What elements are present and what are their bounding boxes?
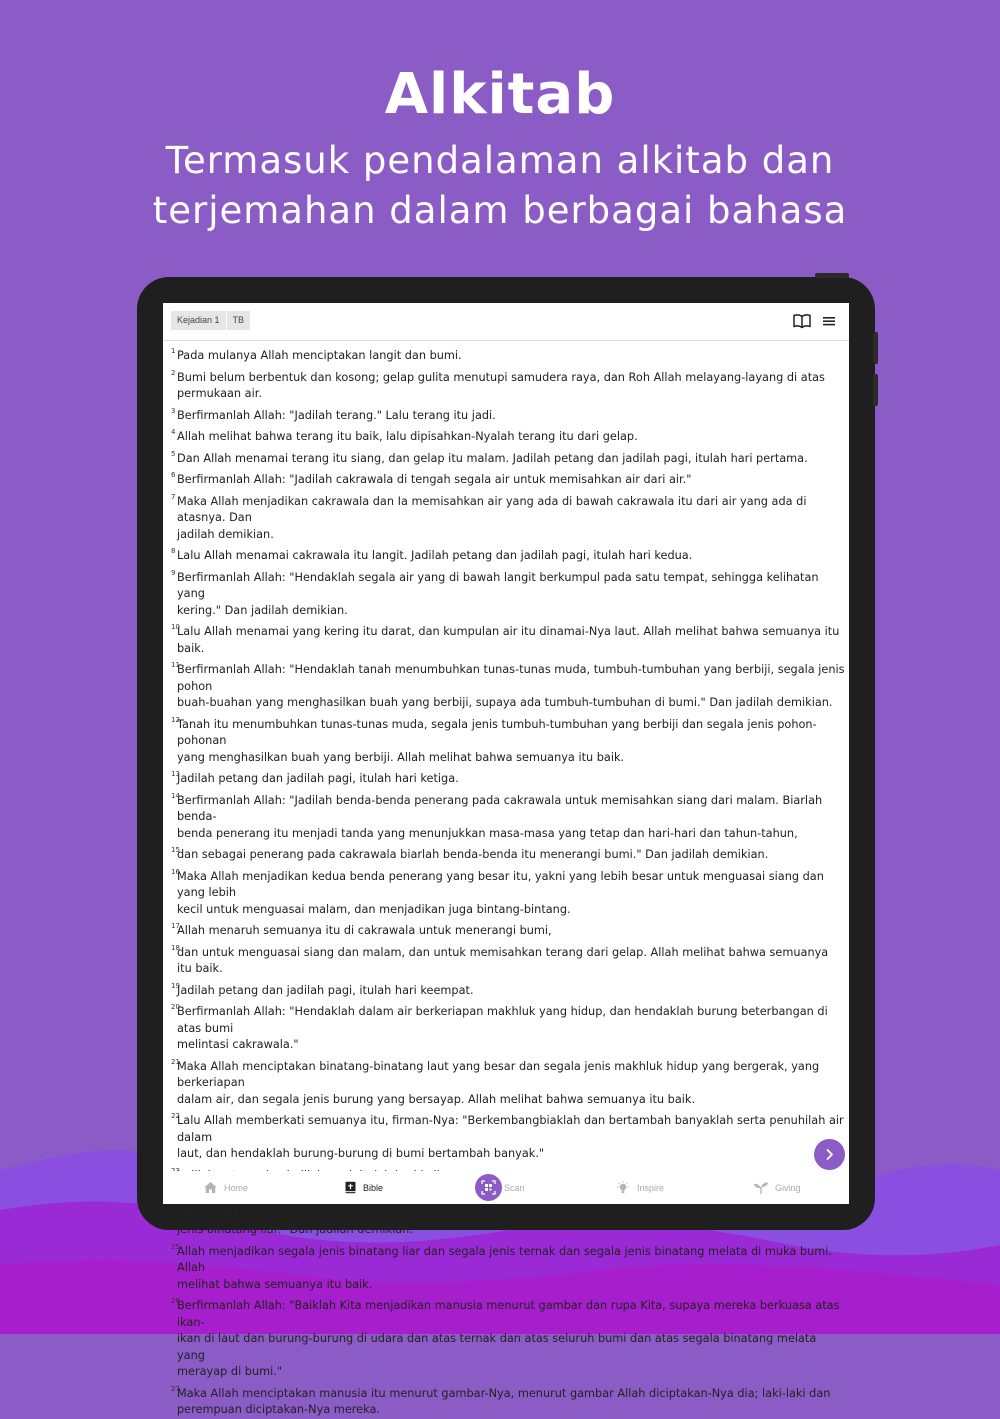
verse-number: 19 <box>171 981 180 990</box>
nav-scan-label: Scan <box>504 1182 525 1193</box>
book-open-icon[interactable] <box>793 313 811 329</box>
verse-number: 10 <box>171 623 180 631</box>
verse-text: Jadilah petang dan jadilah pagi, itulah hari keempat. <box>177 983 474 997</box>
verse-text: Jadilah petang dan jadilah pagi, itulah hari ketiga. <box>177 772 459 785</box>
verse-item[interactable] <box>163 918 849 940</box>
verse-text: Berfirmanlah Allah: "Hendaklah segala air yang di bawah langit berkumpul pada satu tempat, sehingga kelihatan yang kering." Dan jadilah demikian. <box>177 570 819 617</box>
verse-item[interactable] <box>163 712 849 767</box>
verse-number: 21 <box>171 1057 180 1066</box>
verse-number: 1 <box>171 347 176 355</box>
subheadline-line-2: terjemahan dalam berbagai bahasa <box>152 189 848 232</box>
verse-number: 5 <box>171 449 176 458</box>
page-subheadline <box>0 136 1000 236</box>
verse-text: Berfirmanlah Allah: "Hendaklah tanah menumbuhkan tunas-tunas muda, tumbuh-tumbuhan yang berbiji, segala jenis pohon buah-buahan yang menghasilkan buah yang berbiji, supaya ada tumbuh-tumbuhan di bumi." Dan jadilah demikian. <box>177 663 845 709</box>
verse-item[interactable] <box>163 788 849 843</box>
verse-number: 9 <box>171 568 176 577</box>
nav-home[interactable] <box>203 1171 248 1204</box>
verse-item[interactable] <box>163 424 849 446</box>
verse-text: Maka Allah menjadikan cakrawala dan Ia memisahkan air yang ada di bawah cakrawala itu dari air yang ada di atasnya. Dan jadilah demikian. <box>177 494 807 541</box>
tablet-top-button <box>815 273 849 278</box>
verse-text: dan sebagai penerang pada cakrawala biarlah benda-benda itu menerangi bumi." Dan jadilah demikian. <box>177 848 769 861</box>
tablet-side-button <box>873 374 878 406</box>
verse-number: 17 <box>171 922 180 930</box>
verse-number: 7 <box>171 492 176 501</box>
verse-text: Maka Allah menjadikan kedua benda penerang yang besar itu, yakni yang lebih besar untuk menguasai siang dan yang lebih kecil untuk menguasai malam, dan menjadikan juga bintang-bintang. <box>177 869 824 916</box>
scan-button <box>475 1174 502 1201</box>
qr-scan-icon <box>481 1180 496 1195</box>
verse-text: Lalu Allah menamai yang kering itu darat, dan kumpulan air itu dinamai-Nya laut. Allah melihat bahwa semuanya itu baik. <box>177 625 840 655</box>
verse-item[interactable] <box>163 1381 849 1419</box>
verse-item[interactable] <box>163 365 849 403</box>
verse-text: Bumi belum berbentuk dan kosong; gelap gulita menutupi samudera raya, dan Roh Allah melayang-layang di atas permukaan air. <box>177 370 825 400</box>
verse-item[interactable] <box>163 999 849 1054</box>
verse-item[interactable] <box>163 446 849 468</box>
verse-item[interactable] <box>163 341 849 365</box>
verse-number: 8 <box>171 547 176 555</box>
verse-item[interactable] <box>163 864 849 919</box>
verse-number: 14 <box>171 791 180 800</box>
verse-number: 2 <box>171 368 176 377</box>
verse-text: Berfirmanlah Allah: "Jadilah cakrawala di tengah segala air untuk memisahkan air dari air." <box>177 473 692 486</box>
nav-bible-label: Bible <box>363 1182 384 1193</box>
verse-text: Berfirmanlah Allah: "Jadilah benda-benda penerang pada cakrawala untuk memisahkan siang dari malam. Biarlah benda- benda penerang itu menjadi tanda yang menunjukkan masa-masa yang tetap dan hari-hari dan tahun-tahun, <box>177 793 823 840</box>
verse-text: Pada mulanya Allah menciptakan langit dan bumi. <box>177 349 462 362</box>
verse-item[interactable] <box>163 766 849 788</box>
verse-number: 13 <box>171 770 180 778</box>
reader-toolbar <box>163 303 849 341</box>
verse-item[interactable] <box>163 842 849 864</box>
verse-item[interactable] <box>163 1293 849 1381</box>
verse-number: 4 <box>171 428 176 436</box>
verse-text: Allah menaruh semuanya itu di cakrawala untuk menerangi bumi, <box>177 924 552 937</box>
verse-number: 12 <box>171 715 180 724</box>
verse-number: 26 <box>171 1297 180 1305</box>
verse-text: Lalu Allah memberkati semuanya itu, firman-Nya: "Berkembangbiaklah dan bertambah banyaklah serta penuhilah air dalam laut, dan hendaklah burung-burung di bumi bertambah banyak." <box>177 1114 844 1160</box>
verse-number: 22 <box>171 1112 180 1120</box>
version-chip[interactable]: TB <box>227 311 251 330</box>
verse-text: Maka Allah menciptakan binatang-binatang laut yang besar dan segala jenis makhluk hidup yang bergerak, yang berkeriapan dalam air, dan segala jenis burung yang bersayap. Allah melihat bahwa semuanya itu baik. <box>177 1059 820 1106</box>
page-headline: Alkitab <box>384 62 616 127</box>
verse-item[interactable] <box>163 619 849 657</box>
passage-selector <box>171 311 250 330</box>
app-screen <box>163 303 849 1416</box>
verse-item[interactable] <box>163 940 849 978</box>
menu-icon[interactable] <box>820 313 838 329</box>
verse-number: 3 <box>171 406 176 415</box>
verse-item[interactable] <box>163 1239 849 1294</box>
verse-item[interactable] <box>163 1108 849 1163</box>
nav-inspire[interactable] <box>615 1171 664 1204</box>
verse-text: Berfirmanlah Allah: "Baiklah Kita menjadikan manusia menurut gambar dan rupa Kita, supaya mereka berkuasa atas ikan- ikan di laut dan burung-burung di udara dan atas ternak dan atas seluruh bumi dan atas segala binatang melata yang merayap di bumi." <box>177 1299 840 1378</box>
verse-number: 18 <box>171 943 180 952</box>
chevron-right-icon <box>823 1148 836 1161</box>
verse-item[interactable] <box>163 978 849 1000</box>
verse-item[interactable] <box>163 1054 849 1109</box>
lightbulb-icon <box>615 1181 631 1195</box>
verse-item[interactable] <box>163 565 849 620</box>
verse-text: Maka Allah menciptakan manusia itu menurut gambar-Nya, menurut gambar Allah diciptakan-Nya dia; laki-laki dan perempuan diciptakan-Nya mereka. <box>177 1386 831 1416</box>
verse-text: Berfirmanlah Allah: "Hendaklah dalam air berkeriapan makhluk yang hidup, dan hendaklah burung beterbangan di atas bumi melintasi cakrawala." <box>177 1005 828 1051</box>
verse-number: 16 <box>171 867 180 876</box>
verse-item[interactable] <box>163 657 849 712</box>
verse-number: 27 <box>171 1384 180 1393</box>
nav-giving-label: Giving <box>775 1182 801 1193</box>
nav-bible[interactable] <box>344 1171 383 1204</box>
verse-text: Berfirmanlah Allah: "Jadilah terang." Lalu terang itu jadi. <box>177 408 496 422</box>
subheadline-line-1: Termasuk pendalaman alkitab dan <box>165 139 835 182</box>
verse-item[interactable] <box>163 467 849 489</box>
verse-number: 15 <box>171 846 180 854</box>
home-icon <box>203 1181 218 1194</box>
verse-text: Allah menjadikan segala jenis binatang liar dan segala jenis ternak dan segala jenis binatang melata di muka bumi. Allah melihat bahwa semuanya itu baik. <box>177 1244 832 1291</box>
verse-text: Lalu Allah menamai cakrawala itu langit. Jadilah petang dan jadilah pagi, itulah hari kedua. <box>177 549 693 562</box>
verse-item[interactable] <box>163 543 849 565</box>
verse-number: 25 <box>171 1242 180 1251</box>
nav-inspire-label: Inspire <box>637 1182 665 1193</box>
verse-text: Allah melihat bahwa terang itu baik, lalu dipisahkan-Nyalah terang itu dari gelap. <box>177 430 638 443</box>
nav-giving[interactable] <box>753 1171 801 1204</box>
nav-home-label: Home <box>224 1182 249 1193</box>
verse-number: 11 <box>171 661 180 669</box>
verse-number: 20 <box>171 1003 180 1011</box>
bible-icon <box>344 1181 357 1194</box>
next-chapter-button[interactable] <box>814 1139 845 1170</box>
verse-number: 6 <box>171 471 176 479</box>
verse-item[interactable] <box>163 489 849 544</box>
book-chapter-chip[interactable]: Kejadian 1 <box>171 311 226 330</box>
nav-scan[interactable] <box>475 1171 525 1204</box>
verse-text: Dan Allah menamai terang itu siang, dan gelap itu malam. Jadilah petang dan jadilah pagi, itulah hari pertama. <box>177 451 808 465</box>
tablet-side-button <box>873 332 878 364</box>
verse-text: Tanah itu menumbuhkan tunas-tunas muda, segala jenis tumbuh-tumbuhan yang berbiji dan segala jenis pohon-pohonan yang menghasilkan buah yang berbiji. Allah melihat bahwa semuanya itu baik. <box>177 717 817 764</box>
verse-text: dan segala jenis binatang liar." Dan jadilah demikian. <box>177 1206 413 1236</box>
verse-text: dan untuk menguasai siang dan malam, dan untuk memisahkan terang dari gelap. Allah melihat bahwa semuanya itu baik. <box>177 945 829 975</box>
verse-item[interactable] <box>163 403 849 425</box>
sprout-icon <box>753 1181 769 1195</box>
bottom-navigation <box>163 1171 849 1204</box>
